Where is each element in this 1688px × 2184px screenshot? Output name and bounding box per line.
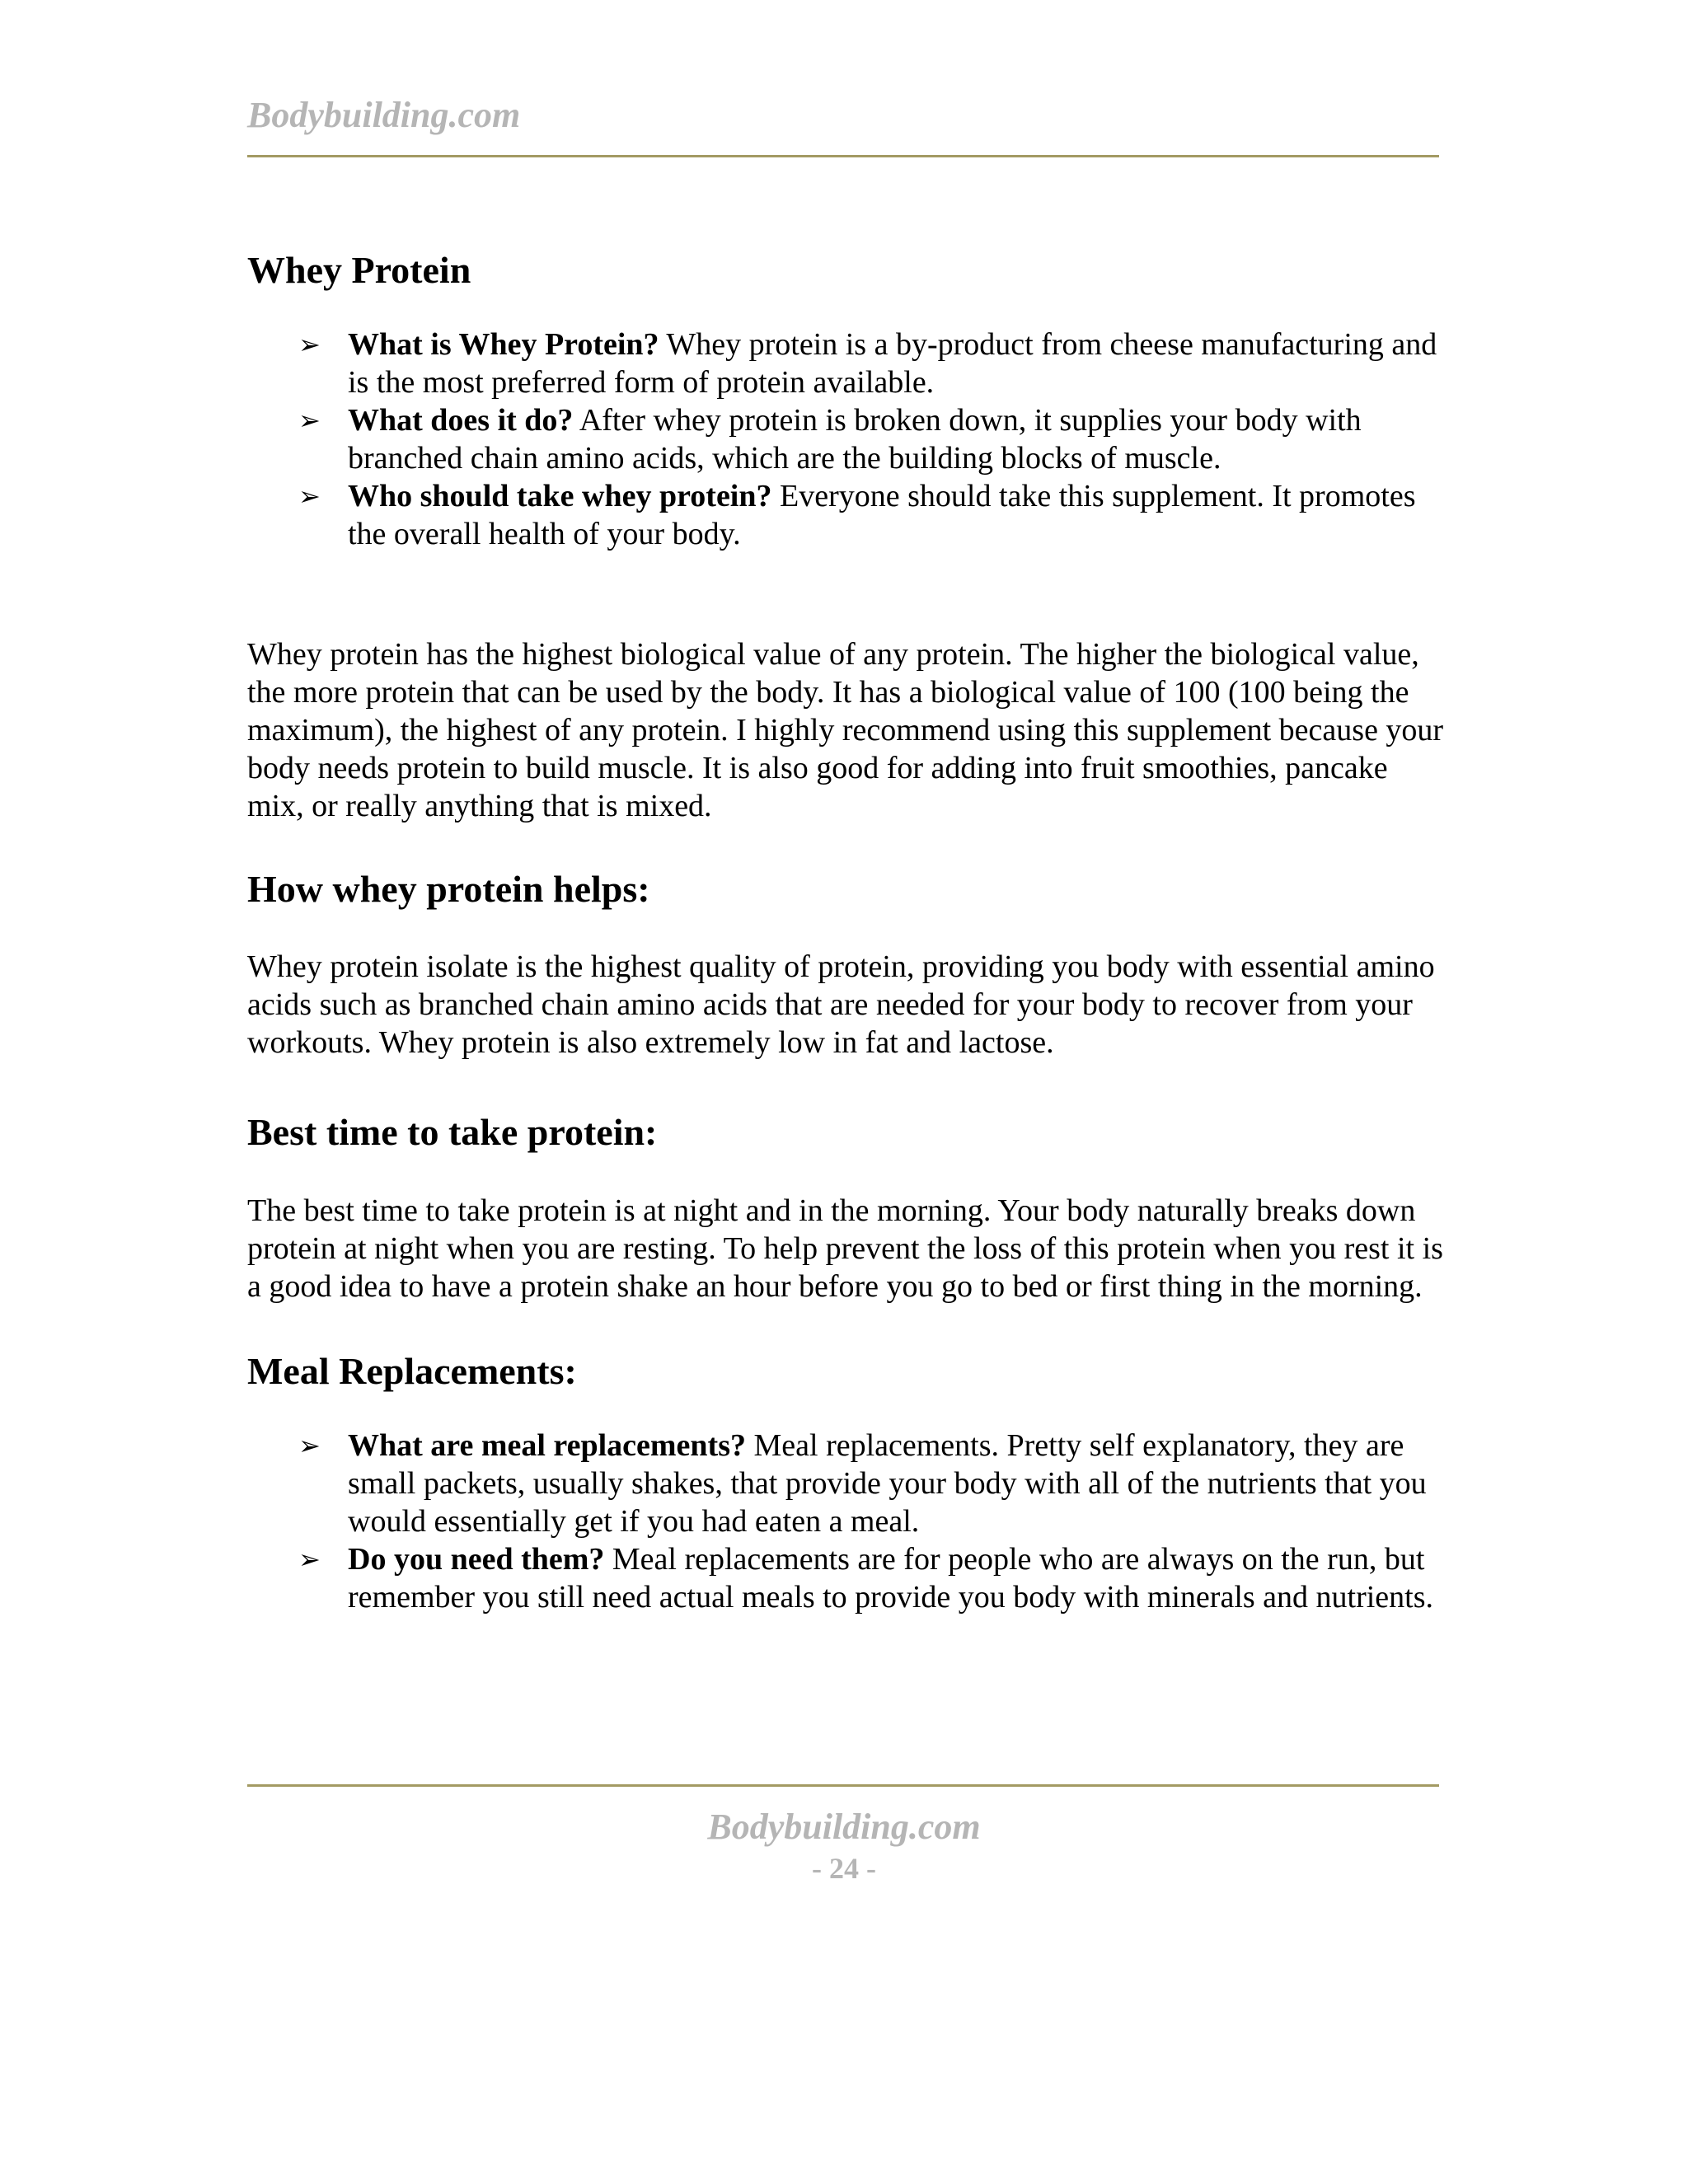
section-title-how-whey-helps: How whey protein helps: <box>247 868 650 911</box>
section-title-best-time: Best time to take protein: <box>247 1111 658 1154</box>
bullet-text: Everyone should take this supplement. It promotes the overall health of your body. <box>348 479 1416 552</box>
whey-bullet-list <box>247 326 1451 553</box>
meal-bullet-list <box>247 1427 1451 1616</box>
list-item <box>247 326 1451 401</box>
list-item <box>247 1540 1451 1616</box>
bullet-question: What does it do? <box>348 403 574 438</box>
footer-rule <box>247 1784 1439 1787</box>
arrow-bullet-icon: ➢ <box>298 480 321 513</box>
section-title-meal-replacements: Meal Replacements: <box>247 1349 577 1392</box>
helps-paragraph: Whey protein isolate is the highest quality of protein, providing you body with essential amino acids such as branched chain amino acids that are needed for your body to recover from your workouts. Whey protein is also extremely low in fat and lactose. <box>247 949 1435 1061</box>
bullet-text: Whey protein is a by-product from cheese manufacturing and is the most preferred form of protein available. <box>348 327 1437 401</box>
bullet-question: What are meal replacements? <box>348 1427 746 1463</box>
list-item <box>247 1427 1451 1540</box>
list-item <box>247 477 1451 553</box>
bullet-text: After whey protein is broken down, it supplies your body with branched chain amino acids, which are the building blocks of muscle. <box>348 403 1362 476</box>
footer-brand: Bodybuilding.com <box>707 1807 981 1847</box>
best-time-paragraph: The best time to take protein is at night and in the morning. Your body naturally breaks down protein at night when you are resting. To help prevent the loss of this protein when you rest it is a good idea to have a protein shake an hour before you go to bed or first thing in the morning. <box>247 1193 1443 1304</box>
whey-paragraph: Whey protein has the highest biological value of any protein. The higher the biological value, the more protein that can be used by the body. It has a biological value of 100 (100 being the maximum), the highest of any protein. I highly recommend using this supplement because your body needs protein to build muscle. It is also good for adding into fruit smoothies, pancake mix, or really anything that is mixed. <box>247 637 1444 824</box>
bullet-question: Do you need them? <box>348 1541 605 1577</box>
page-number: - 24 - <box>812 1852 876 1885</box>
arrow-bullet-icon: ➢ <box>298 329 321 361</box>
arrow-bullet-icon: ➢ <box>298 1429 321 1461</box>
list-item <box>247 401 1451 477</box>
bullet-text: Meal replacements are for people who are always on the run, but remember you still need actual meals to provide you body with minerals and nutrients. <box>348 1541 1434 1615</box>
page-footer <box>0 1809 1688 1883</box>
bullet-question: Who should take whey protein? <box>348 479 772 514</box>
arrow-bullet-icon: ➢ <box>298 405 321 437</box>
header-rule <box>247 155 1439 157</box>
arrow-bullet-icon: ➢ <box>298 1543 321 1575</box>
section-title-whey-protein: Whey Protein <box>247 249 471 291</box>
header-brand: Bodybuilding.com <box>247 95 521 135</box>
page-content <box>247 247 1451 1616</box>
bullet-question: What is Whey Protein? <box>348 327 659 363</box>
bullet-text: Meal replacements. Pretty self explanatory, they are small packets, usually shakes, that provide your body with all of the nutrients that you would essentially get if you had eaten a meal. <box>348 1427 1427 1539</box>
